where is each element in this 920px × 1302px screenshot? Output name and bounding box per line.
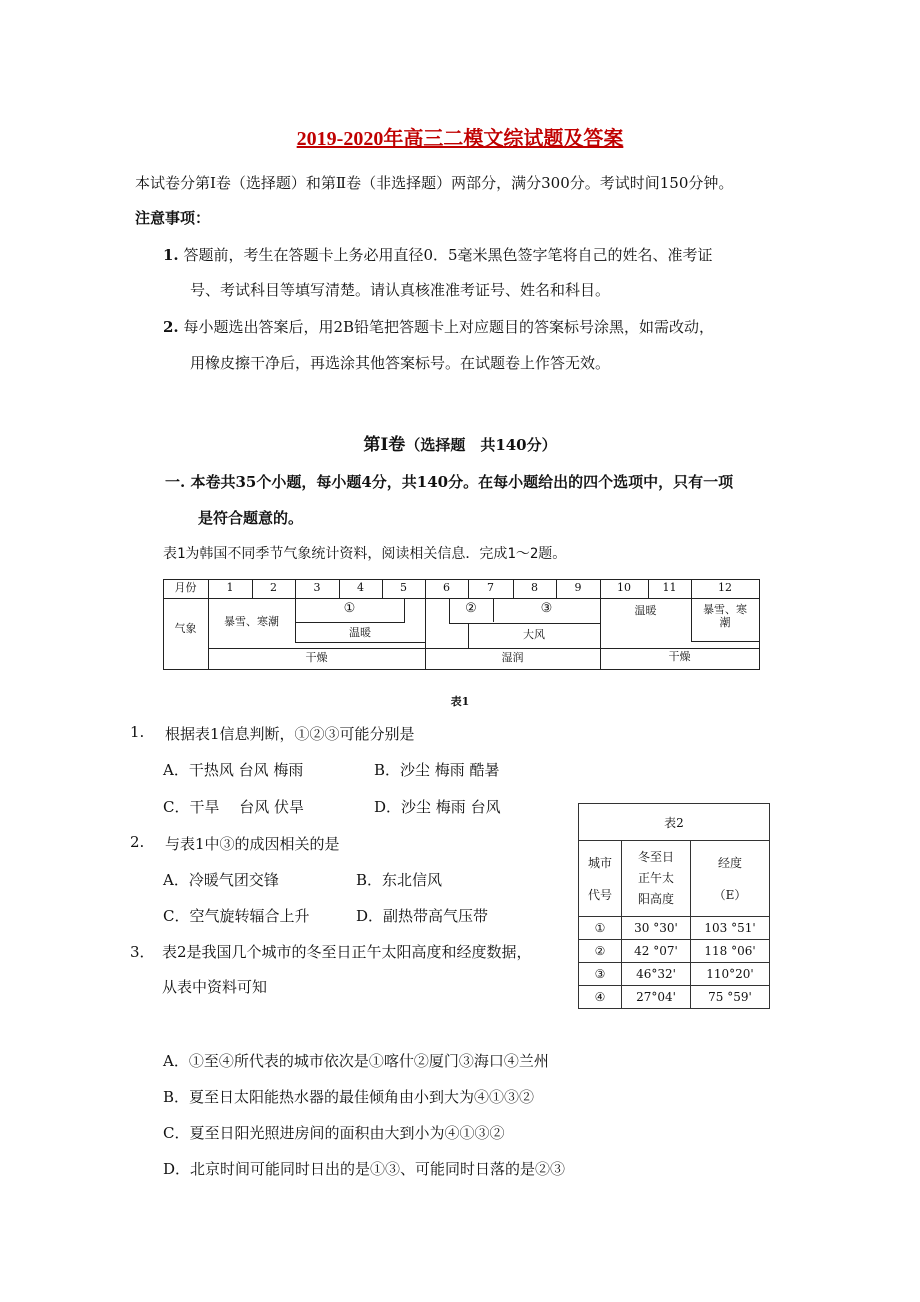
option-1a[interactable]: A．干热风 台风 梅雨 [163,761,304,779]
header-longitude-line: （E） [713,887,747,902]
month-8: 8 [531,581,538,594]
document-title: 2019-2020年高三二模文综试题及答案 [296,128,624,150]
weather-table [163,579,760,670]
month-1: 1 [226,581,234,594]
option-1d[interactable]: D．沙尘 梅雨 台风 [374,798,501,816]
city-id: ④ [579,986,622,1009]
header-altitude-line: 冬至日 [637,850,674,864]
section-title: 第Ⅰ卷 [363,435,406,455]
section-heading [0,430,920,455]
question-3-stem: 表2是我国几个城市的冬至日正午太阳高度和经度数据， [162,943,532,961]
header-longitude [691,841,770,917]
city-id: ② [579,940,622,963]
dry-right: 干燥 [668,650,691,663]
month-5: 5 [400,581,407,594]
option-3b[interactable]: B．夏至日太阳能热水器的最佳倾角由小到大为④①③② [163,1088,535,1106]
dry-left: 干燥 [305,651,328,664]
marker-2: ② [465,601,477,616]
part-instructions-line-2: 是符合题意的。 [198,509,304,527]
city-longitude: 110°20' [691,963,770,986]
question-1 [130,723,144,741]
header-altitude-line: 正午太 [637,871,674,885]
city-longitude: 103 °51' [691,917,770,940]
section-subtitle: （选择题 共140分） [405,436,557,454]
month-12: 12 [718,581,732,594]
header-city-line: 代号 [587,887,612,902]
part-instructions [165,471,733,492]
question-3-number: 3． [130,943,155,961]
table1-caption: 表1 [450,695,470,708]
part-number: 一. [165,473,186,491]
notice-heading: 注意事项： [135,209,211,227]
option-3d[interactable]: D．北京时间可能同时日出的是①③、可能同时日落的是②③ [163,1160,566,1178]
notice-1-line-2: 号、考试科目等填写清楚。请认真核准准考证号、姓名和科目。 [190,281,611,299]
city-id: ③ [579,963,622,986]
month-label: 月份 [174,581,197,594]
header-city-line: 城市 [587,855,612,870]
option-2b[interactable]: B．东北信风 [356,871,443,889]
city-altitude: 42 °07' [622,940,691,963]
question-number: 1. [130,723,145,741]
city-altitude: 46°32' [622,963,691,986]
month-4: 4 [357,581,364,594]
notice-line: 每小题选出答案后，用2B铅笔把答题卡上对应题目的答案标号涂黑，如需改动， [183,318,715,336]
header-altitude [622,841,691,917]
city-altitude: 30 °30' [622,917,691,940]
notice-number: 2. [163,318,179,336]
question-3-stem-line-2: 从表中资料可知 [162,978,268,996]
question-1-stem: 根据表1信息判断，①②③可能分别是 [165,725,415,743]
option-1c[interactable]: C．干旱 台风 伏旱 [163,798,305,816]
notice-2 [163,316,714,337]
header-longitude-line: 经度 [717,855,742,870]
windy: 大风 [523,628,545,641]
weather-label: 气象 [174,622,197,635]
city-data-table [578,803,770,1009]
month-3: 3 [313,581,321,594]
option-3a[interactable]: A．①至④所代表的城市依次是①喀什②厦门③海口④兰州 [163,1052,549,1070]
marker-1: ① [343,601,356,616]
option-1b[interactable]: B．沙尘 梅雨 酷暑 [374,761,500,779]
table2-caption: 表2 [579,804,770,841]
notice-number: 1. [163,246,179,264]
city-altitude: 27°04' [622,986,691,1009]
table-intro: 表1为韩国不同季节气象统计资料，阅读相关信息．完成1～2题。 [163,546,567,562]
notice-line: 答题前，考生在答题卡上务必用直径0．5毫米黑色签字笔将自己的姓名、准考证 [183,246,713,264]
option-2c[interactable]: C．空气旋转辐合上升 [163,907,310,925]
city-longitude: 118 °06' [691,940,770,963]
part-line: 本卷共35个小题，每小题4分，共140分。在每小题给出的四个选项中，只有一项 [190,473,734,491]
question-2-number: 2. [130,833,145,851]
month-11: 11 [662,581,677,594]
mild-spring: 温暖 [349,626,371,639]
header-altitude-line: 阳高度 [637,892,674,906]
option-2a[interactable]: A．冷暖气团交锋 [163,871,279,889]
city-id: ① [579,917,622,940]
blizzard-left: 暴雪、寒潮 [224,615,279,628]
option-3c[interactable]: C．夏至日阳光照进房间的面积由大到小为④①③② [163,1124,505,1142]
month-7: 7 [487,581,494,594]
month-2: 2 [270,581,277,594]
month-10: 10 [617,581,631,594]
option-2d[interactable]: D．副热带高气压带 [356,907,489,925]
month-6: 6 [443,581,450,594]
notice-1 [163,244,713,265]
mild-autumn: 温暖 [634,604,657,617]
marker-3: ③ [540,601,553,616]
header-city [579,841,622,917]
question-2-stem: 与表1中③的成因相关的是 [165,835,340,853]
humid: 湿润 [501,651,524,664]
city-longitude: 75 °59' [691,986,770,1009]
exam-intro: 本试卷分第Ⅰ卷（选择题）和第Ⅱ卷（非选择题）两部分，满分300分。考试时间150分钟。 [135,174,734,192]
blizzard-right: 暴雪、寒潮 [703,603,747,629]
month-9: 9 [574,581,582,594]
notice-2-line-2: 用橡皮擦干净后，再选涂其他答案标号。在试题卷上作答无效。 [190,354,611,372]
